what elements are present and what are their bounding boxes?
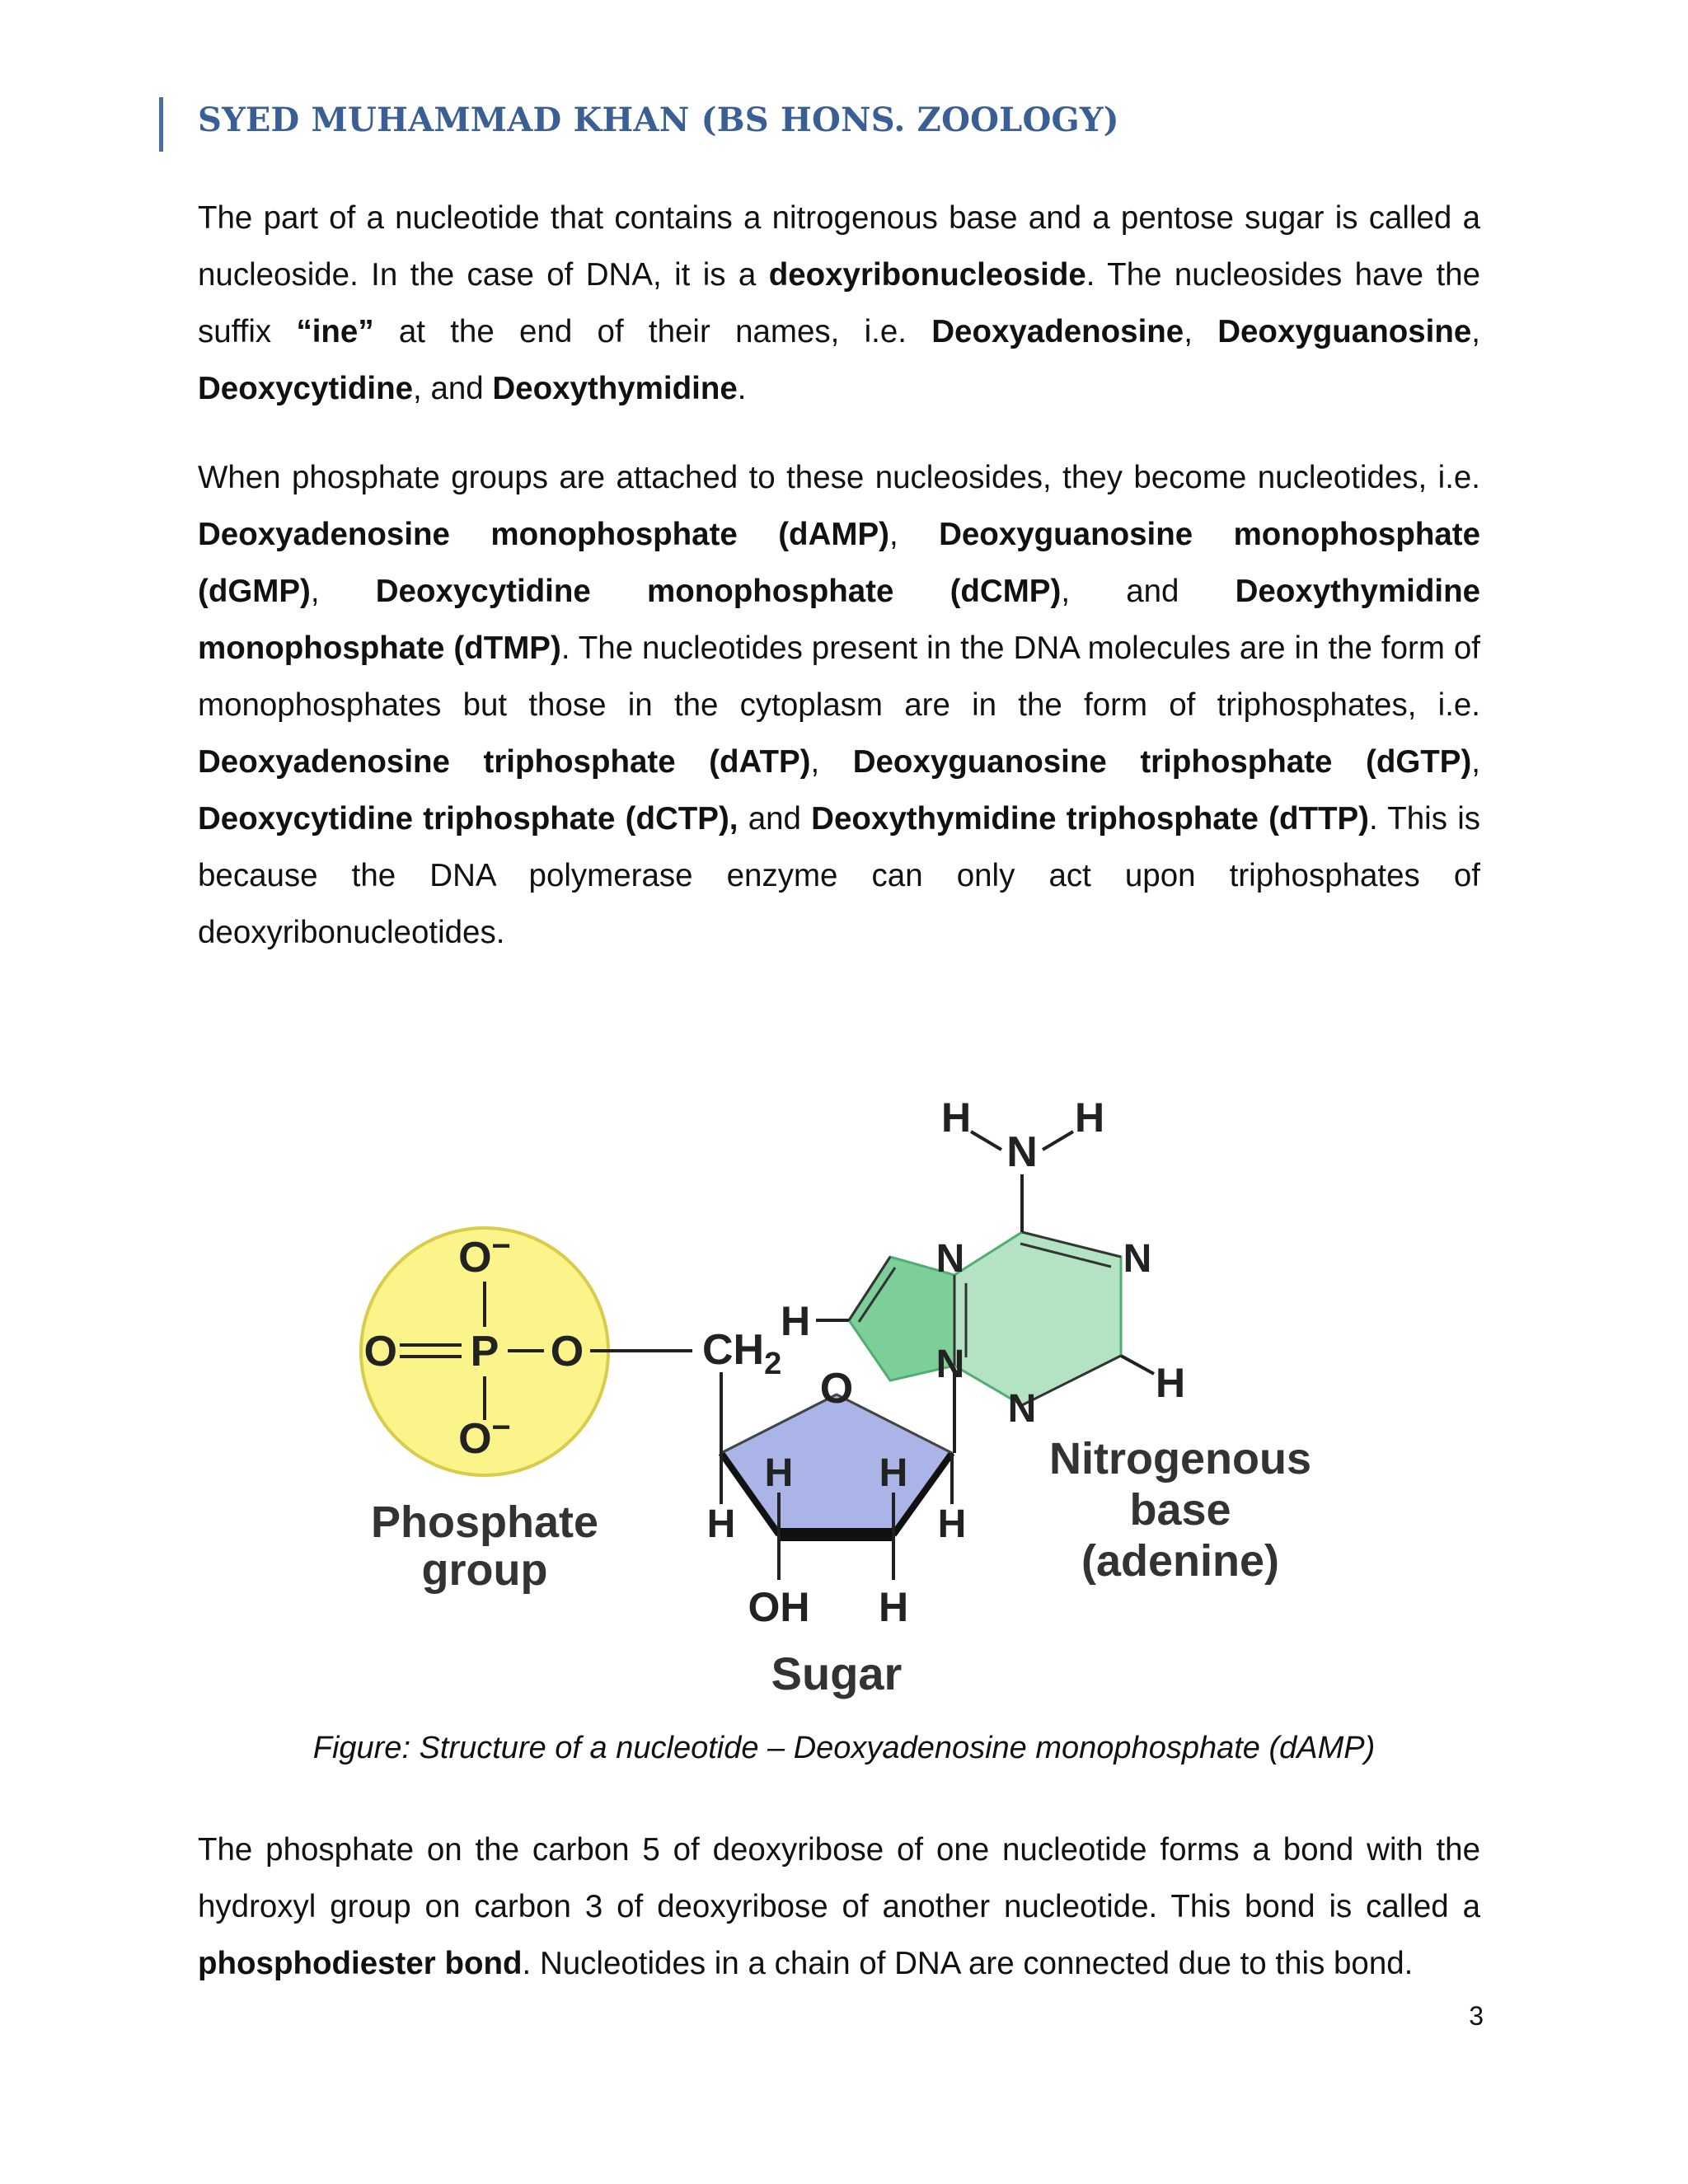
bold-term: Deoxyadenosine triphosphate (dATP): [198, 744, 811, 780]
atom-n7: N: [935, 1237, 965, 1281]
atom-n3: N: [1007, 1387, 1037, 1431]
atom-o-left: O: [363, 1328, 397, 1376]
text-run: The part of a nucleotide that contains a nitrogenous base and a pentose sugar is called a nucleoside. In the case of DNA, it is a: [198, 200, 1480, 293]
atom-o-bottom: O: [458, 1415, 492, 1463]
group-oh: OH: [748, 1584, 810, 1630]
atom-n1: N: [1123, 1237, 1152, 1281]
phosphate-label: group: [421, 1545, 548, 1595]
text-run: .: [737, 371, 747, 406]
page-number: 3: [1469, 2001, 1484, 2031]
bold-term: Deoxythymidine monophosphate (dTMP): [198, 574, 1481, 666]
pyrimidine-ring: [954, 1232, 1121, 1405]
base-label: (adenine): [1081, 1536, 1280, 1586]
sugar-group: [702, 1326, 966, 1699]
svg-text:CH2: [702, 1326, 781, 1381]
base-label: base: [1129, 1485, 1231, 1535]
sugar-label: Sugar: [771, 1647, 903, 1699]
atom-o-top: O: [458, 1234, 492, 1282]
atom-h: H: [764, 1451, 794, 1495]
atom-p: P: [470, 1328, 499, 1376]
bond-line: [1121, 1356, 1154, 1374]
bond-line: [1043, 1132, 1073, 1150]
text-run: ,: [310, 574, 376, 609]
base-label: Nitrogenous: [1049, 1434, 1311, 1483]
bold-term: Deoxyguanosine: [1217, 314, 1472, 349]
text-run: ,: [1471, 314, 1480, 349]
bold-term: deoxyribonucleoside: [768, 257, 1086, 293]
bold-term: Deoxycytidine: [198, 371, 414, 406]
atom-h: H: [879, 1451, 908, 1495]
atom-h: H: [706, 1502, 736, 1546]
atom-h: H: [937, 1502, 967, 1546]
group-ch2: CH: [702, 1326, 765, 1374]
phosphate-label: Phosphate: [370, 1497, 599, 1547]
bold-term: Deoxyguanosine monophosphate (dGMP): [198, 517, 1480, 609]
text-run: . The nucleotides present in the DNA molecules are in the form of monophosphates but those in the cytoplasm are in the form of triphosphates, i.e.: [198, 630, 1480, 723]
bold-term: Deoxyguanosine triphosphate (dGTP): [852, 744, 1472, 780]
atom-o-right: O: [550, 1328, 584, 1376]
phosphate-group: [361, 1228, 692, 1595]
figure-caption: Figure: Structure of a nucleotide – Deoxyadenosine monophosphate (dAMP): [312, 1731, 1376, 1765]
bold-term: Deoxycytidine monophosphate (dCMP): [375, 574, 1062, 609]
bold-term: Deoxyadenosine monophosphate (dAMP): [198, 517, 889, 552]
header-accent-bar: [159, 97, 163, 152]
bold-term: phosphodiester bond: [198, 1946, 523, 1981]
charge-sign: −: [491, 1409, 511, 1446]
text-run: , and: [413, 371, 493, 406]
text-run: ,: [1184, 314, 1218, 349]
text-run: and: [738, 801, 812, 837]
subscript-2: 2: [764, 1347, 782, 1381]
atom-h: H: [1155, 1360, 1186, 1406]
atom-ring-o: O: [819, 1365, 854, 1413]
paragraph-nucleotide: [198, 449, 1480, 961]
bold-term: Deoxycytidine triphosphate (dCTP),: [198, 801, 738, 837]
paragraph-nucleoside: [198, 190, 1480, 417]
text-run: at the end of their names, i.e.: [373, 314, 932, 349]
atom-h: H: [780, 1298, 811, 1344]
bold-term: Deoxythymidine: [492, 371, 738, 406]
text-run: The phosphate on the carbon 5 of deoxyribose of one nucleotide forms a bond with the hydroxyl group on carbon 3 of deoxyribose of another nucleotide. This bond is called a: [198, 1832, 1480, 1924]
text-run: , and: [1061, 574, 1236, 609]
bold-term: Deoxythymidine triphosphate (dTTP): [811, 801, 1370, 837]
text-run: . Nucleotides in a chain of DNA are connected due to this bond.: [522, 1946, 1414, 1981]
text-run: ,: [1471, 744, 1480, 780]
atom-h: H: [940, 1094, 972, 1141]
text-run: ,: [810, 744, 853, 780]
atom-h: H: [1074, 1094, 1105, 1141]
bond-line: [971, 1132, 1001, 1150]
sugar-ring: [721, 1394, 952, 1535]
page-header-title: SYED MUHAMMAD KHAN (BS HONS. ZOOLOGY): [198, 101, 1119, 139]
bold-term: Deoxyadenosine: [931, 314, 1184, 349]
text-run: When phosphate groups are attached to these nucleosides, they become nucleotides, i.e.: [198, 460, 1480, 495]
atom-n-amine: N: [1006, 1128, 1038, 1176]
charge-sign: −: [491, 1228, 511, 1264]
atom-h: H: [878, 1584, 909, 1630]
bold-term: “ine”: [296, 314, 374, 349]
nucleotide-structure-figure: [346, 985, 1335, 1727]
text-run: ,: [889, 517, 940, 552]
text-run: . The nucleosides have the suffix: [198, 257, 1480, 349]
text-run: . This is because the DNA polymerase enzyme can only act upon triphosphates of deoxyribonucleotides.: [198, 801, 1480, 950]
paragraph-phosphodiester: [198, 1821, 1480, 1992]
atom-n9: N: [935, 1343, 965, 1386]
